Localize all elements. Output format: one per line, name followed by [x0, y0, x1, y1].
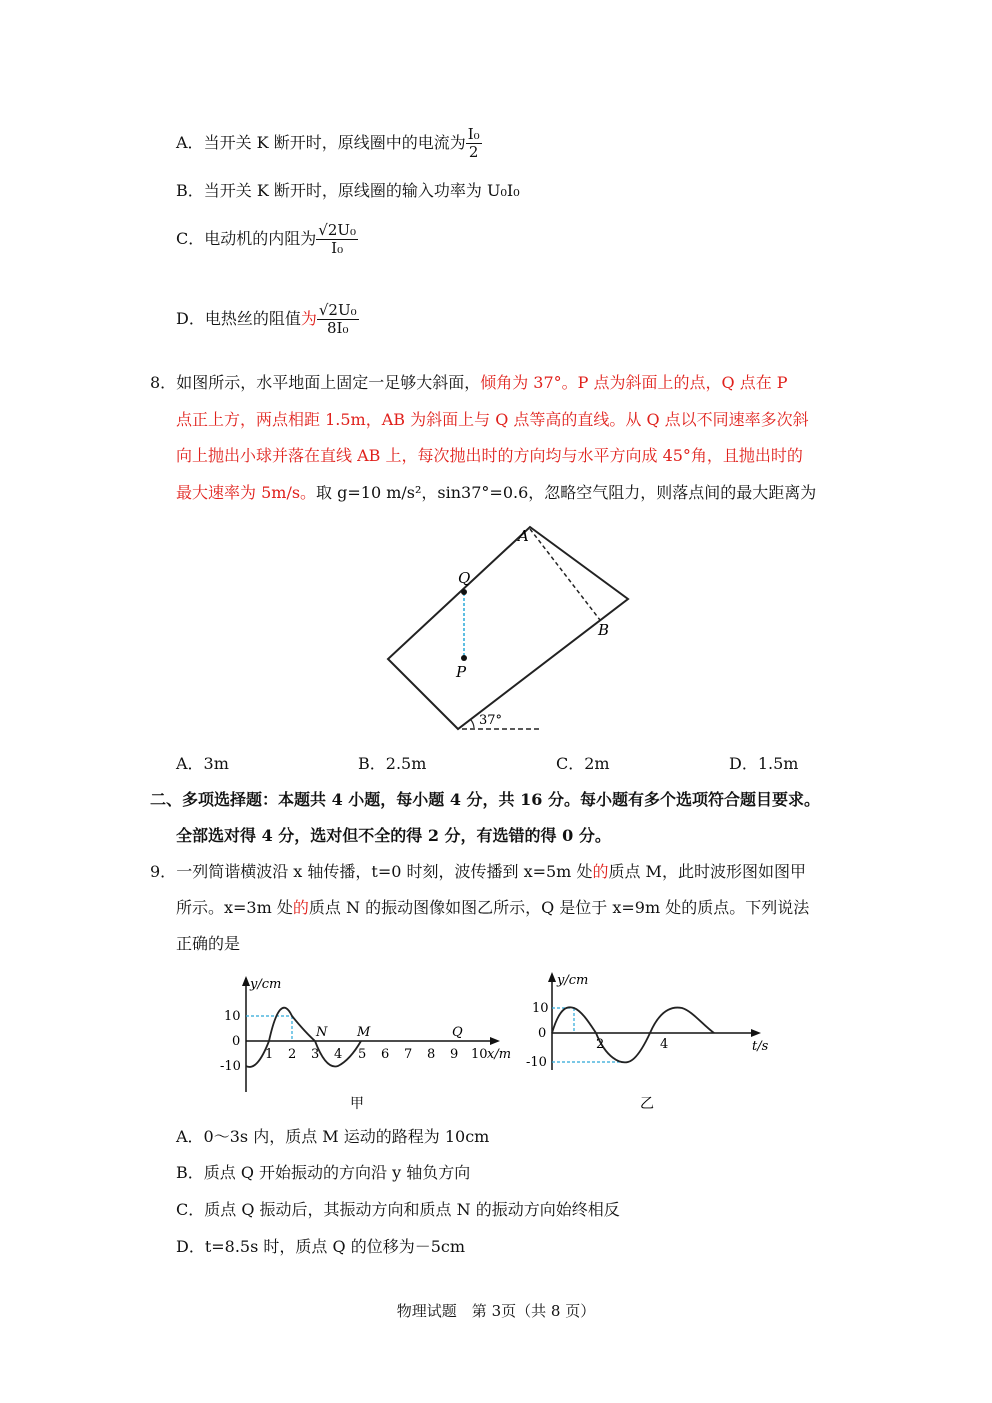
q9-option-a: A．0～3s 内，质点 M 运动的路程为 10cm [176, 1127, 490, 1146]
graph1-y-zero: 0 [232, 1034, 241, 1049]
graph1-xtick: 6 [381, 1047, 390, 1062]
q8-line-4 [176, 483, 816, 503]
graph2-y-pos: 10 [532, 1001, 549, 1016]
graph2-y-arrow [548, 972, 556, 982]
graph2-caption: 乙 [640, 1096, 654, 1112]
point-P [461, 655, 467, 661]
q9-line2-a: 所示。x=3m 处 [176, 898, 293, 917]
q7-d-denominator: 8I₀ [327, 319, 349, 337]
graph1-xtick: 7 [404, 1047, 413, 1062]
q8-line-2: 点正上方，两点相距 1.5m，AB 为斜面上与 Q 点等高的直线。从 Q 点以不同速率多次斜 [176, 410, 809, 429]
q8-option-b: B．2.5m [358, 754, 427, 773]
graph-wave-form [220, 972, 520, 1112]
q7-c-numerator: √2U₀ [318, 221, 357, 239]
graph1-xtick: 8 [427, 1047, 436, 1062]
graph2-t-arrow [751, 1029, 761, 1037]
q9-line2-red: 的 [292, 898, 309, 917]
q8-line1-black: 如图所示，水平地面上固定一足够大斜面， [176, 373, 481, 392]
label-A: A [518, 527, 529, 545]
q8-line-3: 向上抛出小球并落在直线 AB 上，每次抛出时的方向均与水平方向成 45°角，且抛出时的 [176, 446, 803, 465]
graph2-tick-2: 2 [596, 1037, 605, 1052]
graph2-y-neg: -10 [526, 1055, 547, 1070]
q7-option-c [176, 222, 358, 257]
q7-b-text: 当开关 K 断开时，原线圈的输入功率为 U₀I₀ [203, 181, 520, 200]
q9-line1-red: 的 [592, 862, 609, 881]
label-Q: Q [458, 569, 471, 587]
graph1-label-Q: Q [452, 1025, 463, 1040]
q8-line4-red: 最大速率为 5m/s。 [176, 483, 317, 502]
graph1-xtick: 4 [334, 1047, 343, 1062]
angle-arc [471, 720, 474, 728]
q9-line-2 [176, 898, 809, 918]
q9-line1-b: 质点 M，此时波形图如图甲 [608, 862, 806, 881]
incline-block [388, 527, 628, 729]
q9-option-c: C．质点 Q 振动后，其振动方向和质点 N 的振动方向始终相反 [176, 1200, 620, 1219]
q7-d-label: D． [176, 309, 205, 328]
q8-option-a: A．3m [176, 754, 229, 773]
graph1-y-neg: -10 [220, 1059, 241, 1074]
q7-c-label: C． [176, 229, 205, 248]
graph-vibration [524, 966, 774, 1112]
page-footer: 物理试题 第 3页（共 8 页） [396, 1302, 596, 1320]
point-Q [461, 589, 467, 595]
graph1-ylabel: y/cm [250, 977, 282, 992]
graph1-caption: 甲 [350, 1096, 364, 1112]
q7-c-text: 电动机的内阻为 [204, 229, 317, 248]
q7-option-a [176, 126, 482, 161]
label-B: B [598, 621, 610, 639]
graph1-xlabel: x/m [487, 1047, 512, 1062]
q7-d-numerator: √2U₀ [318, 301, 357, 319]
graph1-label-M: M [357, 1025, 371, 1040]
graph1-xtick: 5 [358, 1047, 367, 1062]
q9-option-b: B．质点 Q 开始振动的方向沿 y 轴负方向 [176, 1163, 471, 1182]
graph1-x-arrow [490, 1037, 500, 1045]
q7-a-text: 当开关 K 断开时，原线圈中的电流为 [203, 133, 466, 152]
graph2-ylabel: y/cm [557, 973, 589, 988]
q7-d-fraction [317, 302, 359, 337]
q8-number: 8． [150, 373, 177, 392]
q9-line2-b: 质点 N 的振动图像如图乙所示，Q 是位于 x=9m 处的质点。下列说法 [308, 898, 810, 917]
line-AB [530, 529, 600, 620]
graph1-label-N: N [316, 1025, 328, 1040]
graph2-vibration-curve [552, 1007, 714, 1062]
q7-c-denominator: I₀ [331, 239, 344, 257]
q7-option-b [176, 181, 520, 201]
incline-figure [380, 525, 640, 740]
graph1-xtick: 2 [288, 1047, 297, 1062]
q7-a-numerator: I₀ [467, 125, 480, 143]
q7-option-d [176, 302, 359, 337]
graph2-xlabel: t/s [752, 1039, 769, 1054]
q8-option-c: C．2m [556, 754, 610, 773]
q9-option-d: D．t=8.5s 时，质点 Q 的位移为－5cm [176, 1237, 466, 1256]
label-P: P [456, 663, 467, 681]
q7-a-denominator: 2 [468, 143, 479, 161]
graph1-xtick: 10 [471, 1047, 488, 1062]
q9-line-3: 正确的是 [176, 934, 241, 953]
q8-option-d: D．1.5m [729, 754, 799, 773]
graph2-tick-4: 4 [660, 1037, 669, 1052]
graph1-xticks [265, 1047, 488, 1062]
q7-b-label: B． [176, 181, 204, 200]
section-2-line-1: 二、多项选择题：本题共 4 小题，每小题 4 分，共 16 分。每小题有多个选项符合题目要求。 [150, 790, 820, 809]
angle-label: 37° [479, 713, 503, 728]
section-2-line-2: 全部选对得 4 分，选对但不全的得 2 分，有选错的得 0 分。 [176, 826, 611, 845]
graph2-y-zero: 0 [538, 1026, 547, 1041]
q7-a-label: A． [176, 133, 204, 152]
graph1-y-arrow [242, 976, 250, 986]
q8-line1-red: 倾角为 37°。P 点为斜面上的点，Q 点在 P [480, 373, 788, 392]
q7-d-text-a: 电热丝的阻值 [204, 309, 301, 328]
q9-line-1 [150, 862, 806, 882]
q8-line4-black: 取 g=10 m/s²，sin37°=0.6，忽略空气阻力，则落点间的最大距离为 [316, 483, 817, 502]
q8-line-1 [150, 373, 788, 393]
q7-c-fraction [316, 222, 358, 257]
q9-line1-a: 一列简谐横波沿 x 轴传播，t=0 时刻，波传播到 x=5m 处 [176, 862, 593, 881]
graph1-xtick: 9 [450, 1047, 459, 1062]
graph1-xtick: 3 [311, 1047, 320, 1062]
graph1-xtick: 1 [265, 1047, 274, 1062]
q7-a-fraction [466, 126, 482, 161]
q9-number: 9． [150, 862, 177, 881]
q7-d-text-b: 为 [300, 309, 317, 328]
graph1-y-pos: 10 [224, 1009, 241, 1024]
